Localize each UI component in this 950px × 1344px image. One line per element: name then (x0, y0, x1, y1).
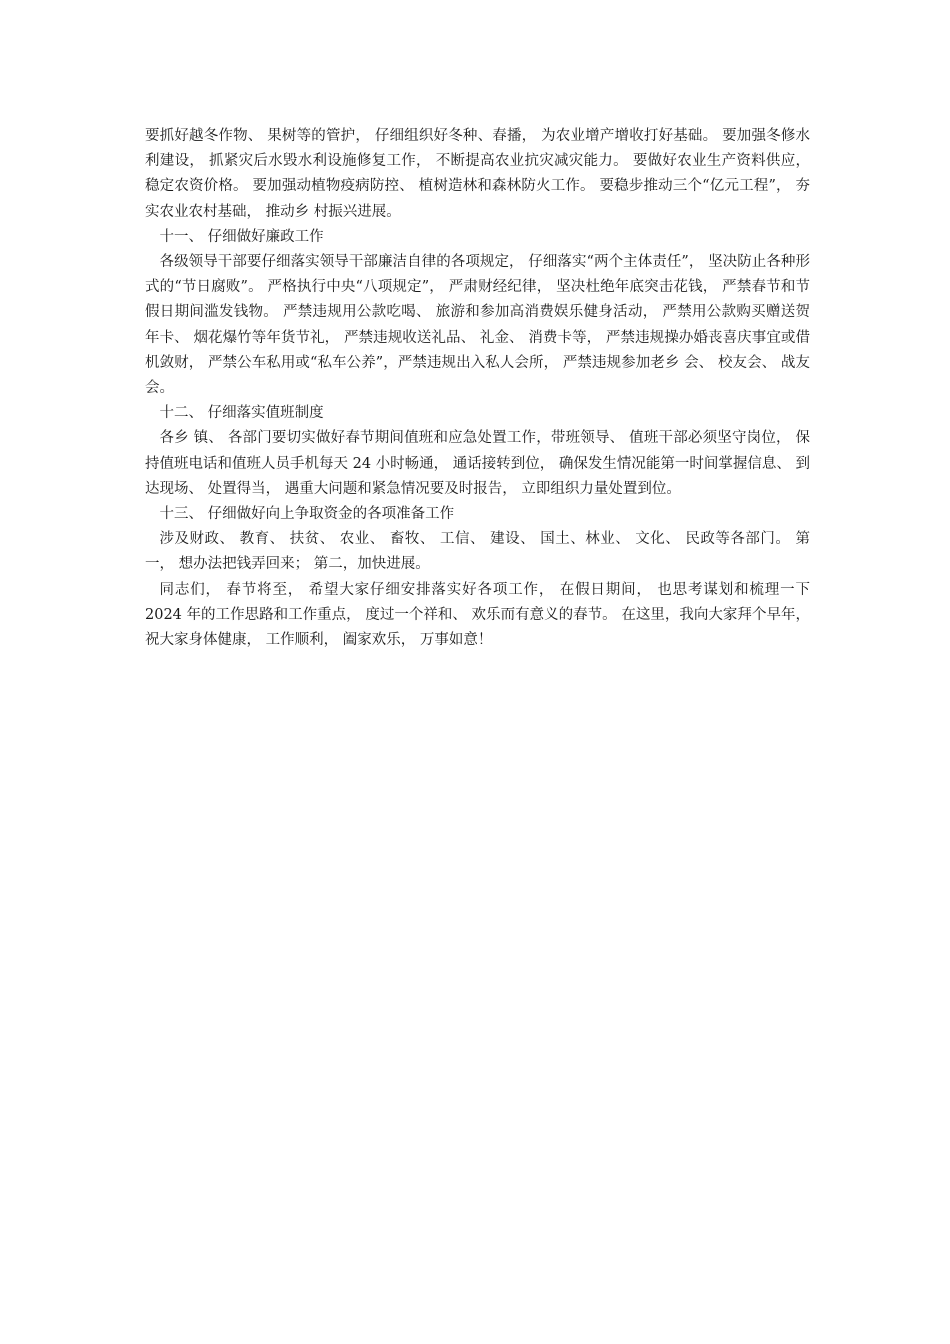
paragraph-closing: 同志们， 春节将至， 希望大家仔细安排落实好各项工作， 在假日期间， 也思考谋划和梳理一下 2024 年的工作思路和工作重点， 度过一个祥和、 欢乐而有意义的春节。 在这里，我向大家拜个早年， 祝大家身体健康， 工作顺利， 阖家欢乐， 万事如意！ (145, 581, 810, 649)
paragraph-funding: 涉及财政、 教育、 扶贫、 农业、 畜牧、 工信、 建设、 国土、林业、 文化、 民政等各部门。 第一， 想办法把钱弄回来； 第二，加快进展。 (145, 531, 810, 573)
section-heading-11: 十一、 仔细做好廉政工作 (159, 228, 324, 245)
section-heading-12: 十二、 仔细落实值班制度 (159, 405, 324, 422)
document-body (145, 124, 810, 653)
section-heading-13: 十三、 仔细做好向上争取资金的各项准备工作 (159, 506, 455, 523)
paragraph-agriculture: 要抓好越冬作物、 果树等的管护， 仔细组织好冬种、春播， 为农业增产增收打好基础。 要加强冬修水利建设， 抓紧灾后水毁水利设施修复工作， 不断提高农业抗灾减灾能力。 要做好农业生产资料供应， 稳定农资价格。 要加强动植物疫病防控、 植树造林和森林防火工作。 要稳步推动三个“亿元工程”， 夯实农业农村基础， 推动乡 村振兴进展。 (145, 128, 810, 220)
paragraph-integrity: 各级领导干部要仔细落实领导干部廉洁自律的各项规定， 仔细落实“两个主体责任”， 坚决防止各种形式的“节日腐败”。 严格执行中央“八项规定”， 严肃财经纪律， 坚决杜绝年底突击花钱， 严禁春节和节假日期间滥发钱物。 严禁违规用公款吃喝、 旅游和参加高消费娱乐健身活动， 严禁用公款购买赠送贺年卡、 烟花爆竹等年货节礼， 严禁违规收送礼品、 礼金、 消费卡等， 严禁违规操办婚丧喜庆事宜或借机敛财， 严禁公车私用或“私车公养”，严禁违规出入私人会所， 严禁违规参加老乡 会、 校友会、 战友会。 (145, 254, 810, 397)
paragraph-duty: 各乡 镇、 各部门要切实做好春节期间值班和应急处置工作，带班领导、 值班干部必须坚守岗位， 保持值班电话和值班人员手机每天 24 小时畅通， 通话接转到位， 确保发生情况能第一时间掌握信息、 到达现场、 处置得当， 遇重大问题和紧急情况要及时报告， 立即组织力量处置到位。 (145, 430, 810, 497)
